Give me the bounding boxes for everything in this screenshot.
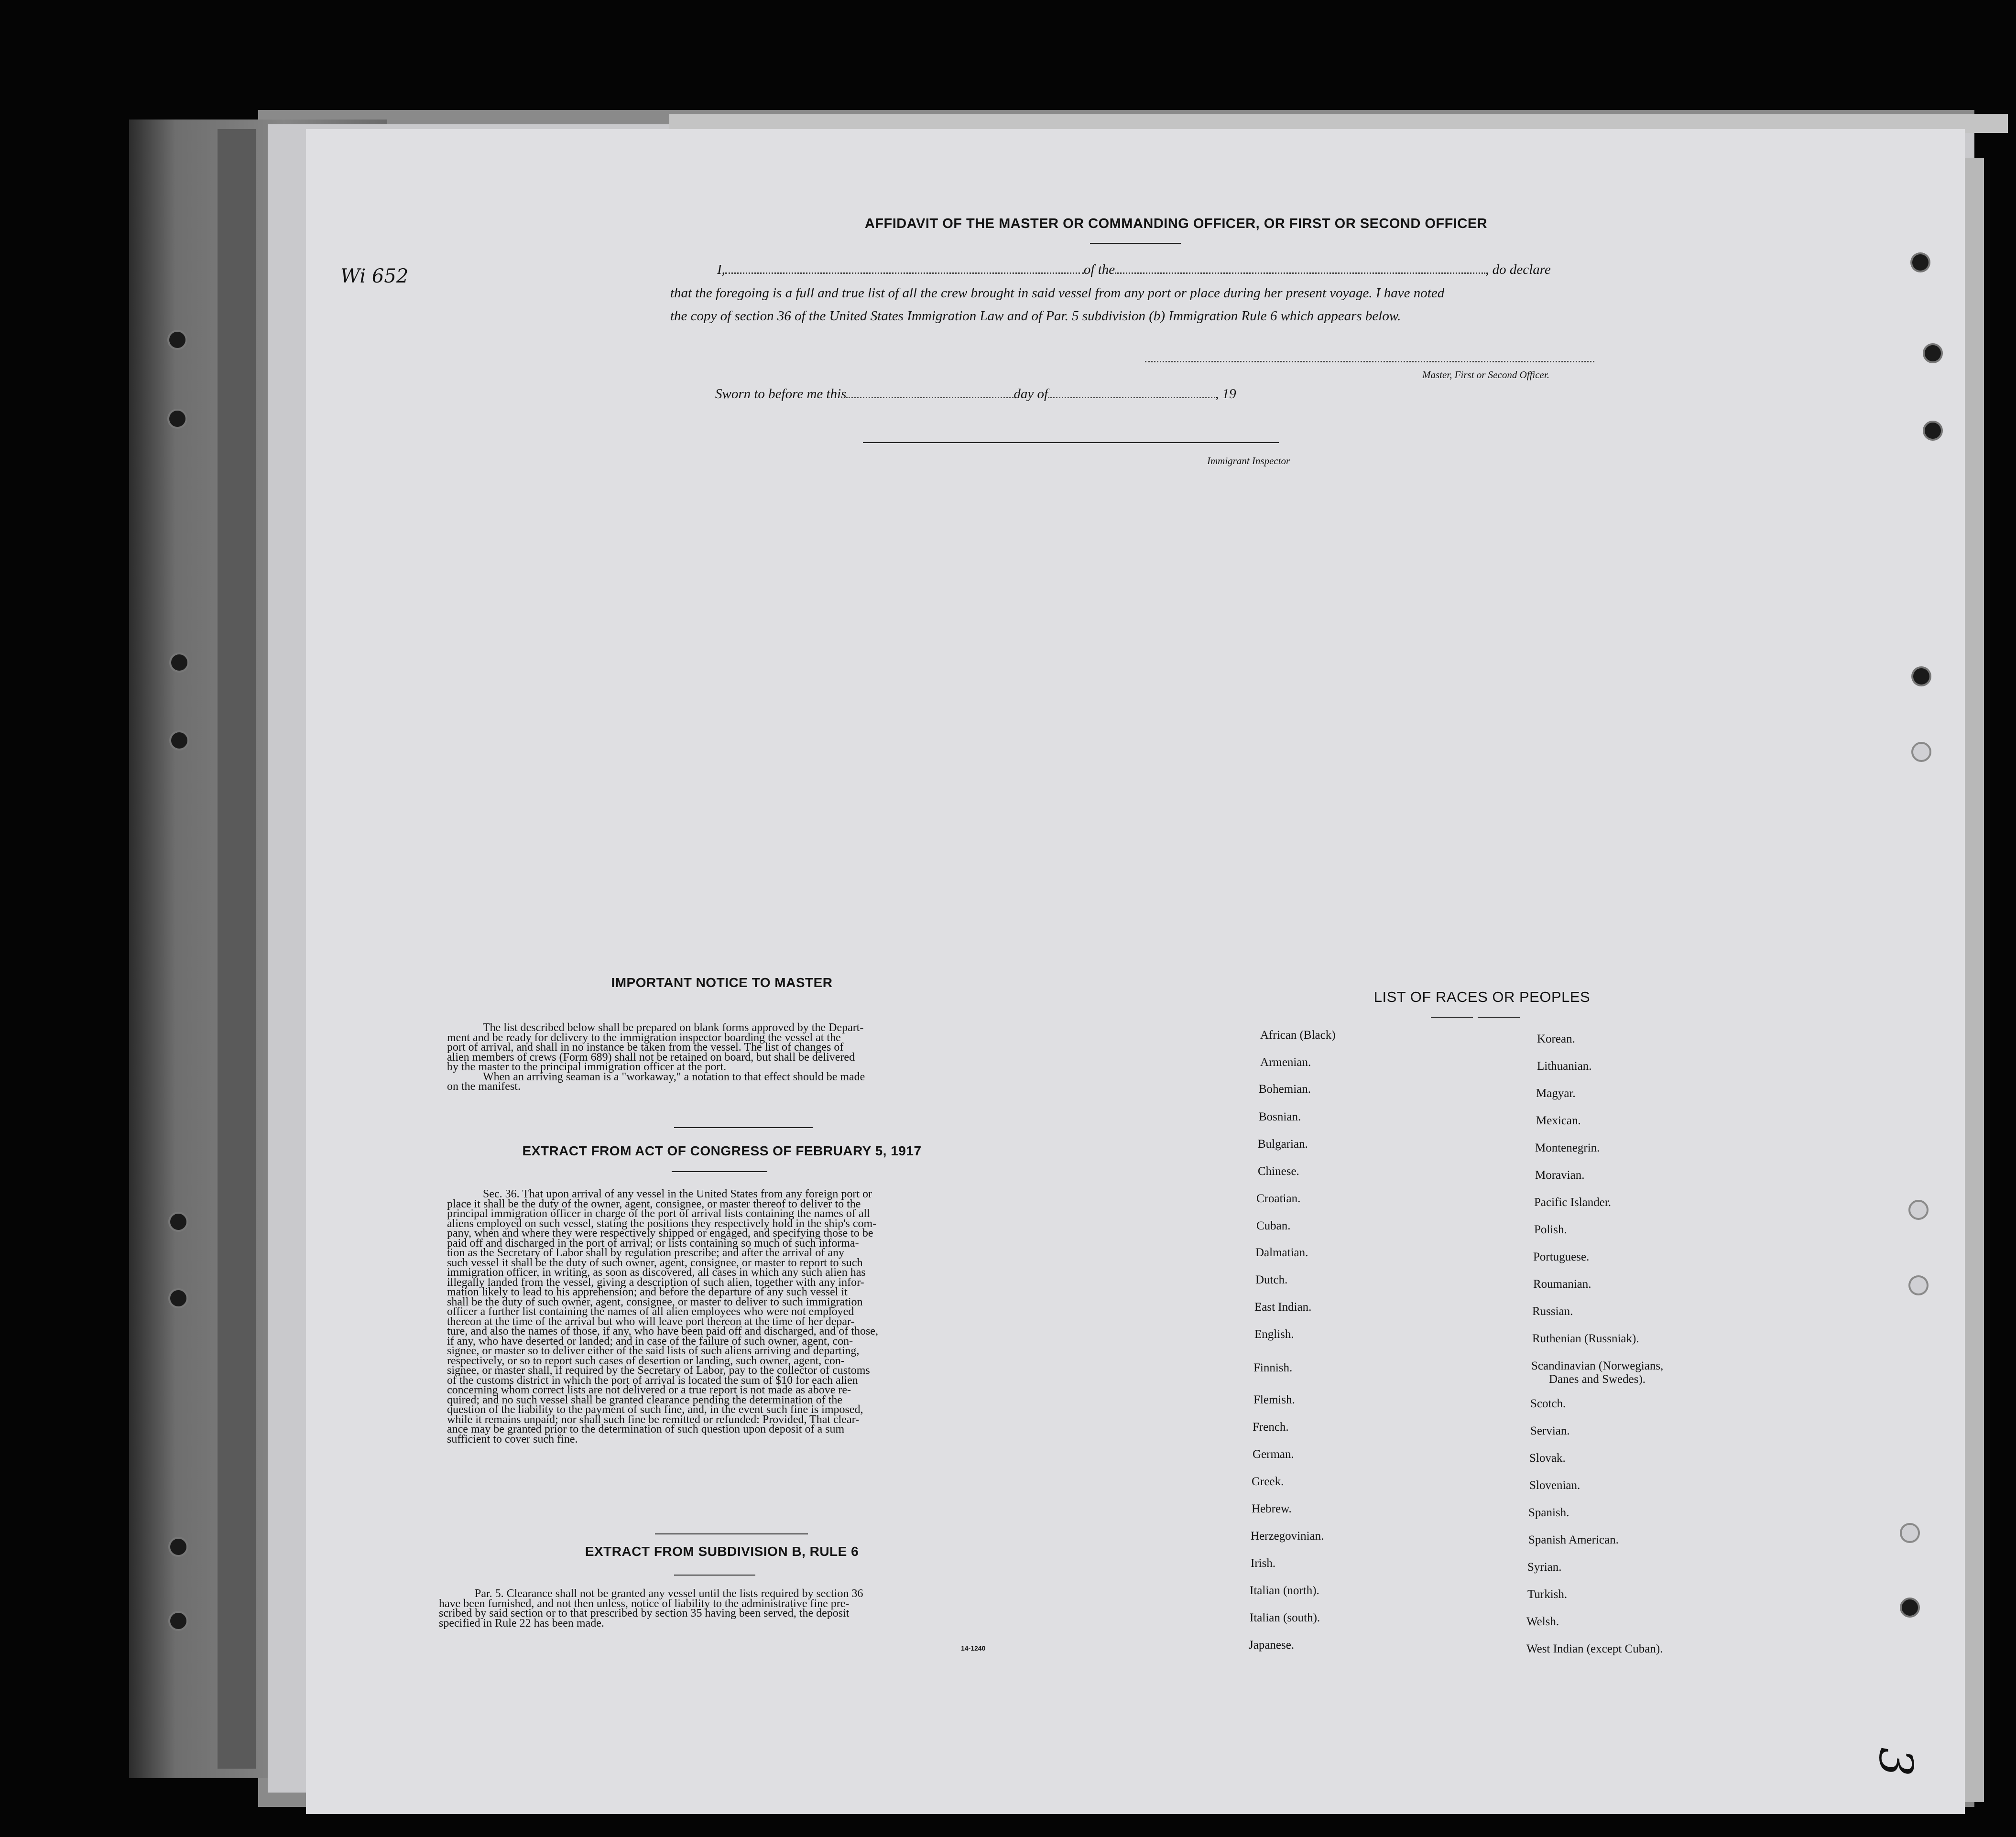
race-right: Roumanian. [1533,1278,1591,1291]
binder-hole-icon [168,1611,188,1631]
race-right: Danes and Swedes). [1549,1373,1646,1386]
act-line: such vessel it shall be the duty of such owner, agent, consignee, or master to report to such [447,1256,863,1269]
notice-line: When an arriving seaman is a "workaway," a notation to that effect should be made [483,1070,865,1083]
act-line: mation likely to lead to his apprehension; and before the departure of any such vessel it [447,1286,848,1298]
document-page [306,129,1965,1814]
act-line: sufficient to cover such fine. [447,1433,578,1446]
rule-line: scribed by said section or to that prescribed by section 35 having been served, the deposit [439,1607,850,1620]
act-title: EXTRACT FROM ACT OF CONGRESS OF FEBRUARY 5, 1917 [522,1143,922,1158]
race-left: Greek. [1252,1475,1284,1488]
signature-label: Master, First or Second Officer. [1422,369,1549,380]
race-right: Russian. [1532,1305,1573,1318]
race-left: Bulgarian. [1258,1138,1308,1151]
rule-line: have been furnished, and not then unless, notice of liability to the administrative fine pre- [439,1597,850,1610]
notice-rule [674,1127,813,1128]
act-line: ance may be granted prior to the determination of such question upon deposit of a sum [447,1423,845,1435]
race-right: Slovak. [1529,1452,1566,1465]
race-left: Irish. [1251,1557,1276,1570]
punch-hole-icon [1900,1598,1920,1618]
race-right: Welsh. [1526,1615,1559,1628]
act-line: principal immigration officer in charge of the port of arrival lists containing the names of all [447,1207,870,1220]
rule-line: Par. 5. Clearance shall not be granted any vessel until the lists required by section 36 [475,1587,863,1600]
punch-hole-icon [1911,666,1931,686]
race-left: Cuban. [1256,1219,1291,1232]
act-line: tion as the Secretary of Labor shall by regulation prescribe; and after the arrival of any [447,1247,844,1259]
act-line: signee, or master shall, if required by the Secretary of Labor, pay to the collector of customs [447,1364,870,1377]
act-rule [672,1171,767,1172]
binder-hole-icon [167,409,187,429]
race-left: Japanese. [1249,1639,1295,1652]
binder-hole-icon [168,1288,188,1308]
rule-title: EXTRACT FROM SUBDIVISION B, RULE 6 [585,1544,859,1559]
notice-line: alien members of crews (Form 689) shall not be retained on board, but shall be delivered [447,1051,855,1064]
race-left: Flemish. [1253,1393,1295,1406]
act-line: respectively, or so to report such cases of desertion or landing, such owner, agent, con- [447,1354,845,1367]
sworn-day-blank[interactable] [846,397,1013,398]
act-line: concerning whom correct lists are not delivered or a true report is not made as above re- [447,1384,851,1396]
race-right: Magyar. [1536,1087,1576,1100]
binder-hole-icon [169,652,189,673]
rule-text [439,1589,996,1628]
race-right: Slovenian. [1529,1479,1580,1492]
races-title: LIST OF RACES OR PEOPLES [1373,989,1591,1005]
sworn-label: Sworn to before me this [715,386,847,402]
race-right: Mexican. [1536,1114,1581,1127]
race-left: French. [1253,1421,1289,1434]
act-line: if any, who have deserted or landed; and in case of the failure of such owner, agent, con- [447,1335,853,1348]
day-of-label: day of [1013,386,1048,402]
rule-line: specified in Rule 22 has been made. [439,1617,604,1630]
binder-edge [218,129,256,1769]
punch-hole-icon [1923,421,1943,441]
race-right: Portuguese. [1533,1250,1590,1263]
binder-hole-icon [167,330,187,350]
race-left: Croatian. [1256,1192,1301,1205]
races-rule [1431,1017,1473,1018]
name-blank[interactable] [725,272,1084,274]
race-left: Chinese. [1258,1165,1299,1178]
act-line: immigration officer, in writing, as soon as discovered, all cases in which any such alien has [447,1266,866,1279]
sheet-edge [1965,158,1984,1802]
race-right: Syrian. [1527,1561,1562,1574]
corner-mark: 3 [1869,1747,1923,1777]
notice-title: IMPORTANT NOTICE TO MASTER [611,975,833,990]
binder-hole-icon [168,1212,188,1232]
race-right: Montenegrin. [1535,1141,1600,1154]
race-right: Ruthenian (Russniak). [1532,1332,1639,1345]
affidavit-line1 [717,262,1551,278]
notice-para1 [447,1023,997,1092]
race-left: Finnish. [1253,1361,1293,1374]
race-right: Spanish American. [1528,1533,1619,1546]
act-text [447,1189,997,1444]
act-line: thereon at the time of the arrival but who will leave port thereon at the time of her depar- [447,1315,855,1328]
form-number: 14-1240 [961,1644,986,1652]
race-left: Italian (south). [1250,1611,1320,1624]
race-right: Spanish. [1528,1506,1569,1519]
act-line: Sec. 36. That upon arrival of any vessel in the United States from any foreign port or [483,1188,872,1200]
race-right: Scandinavian (Norwegians, [1531,1359,1664,1372]
race-right: Scotch. [1530,1397,1566,1410]
races-rule [1478,1017,1520,1018]
notice-line: The list described below shall be prepared on blank forms approved by the Depart- [483,1022,864,1034]
affidavit-declare: , do declare [1485,262,1551,277]
act-line: of the customs district in which the port of arrival is located the sum of $10 for each alien [447,1374,858,1387]
inspector-label: Immigrant Inspector [1207,455,1290,467]
sworn-line [715,386,1236,402]
race-left: Bohemian. [1259,1083,1311,1096]
punch-hole-icon [1908,1200,1929,1220]
title-rule [1090,243,1181,244]
vessel-blank[interactable] [1115,272,1485,274]
act-line: while it remains unpaid; nor shall such fine be remitted or refunded: Provided, That clear- [447,1413,860,1426]
affidavit-line3: the copy of section 36 of the United States Immigration Law and of Par. 5 subdivision (b) Immigration Rule 6 which appears below. [670,308,1401,324]
race-left: English. [1254,1328,1294,1341]
binder-hole-icon [169,730,189,750]
act-line: shall be the duty of such owner, agent, consignee, or master to deliver to such immigration [447,1295,863,1308]
race-right: Lithuanian. [1537,1060,1592,1073]
act-line: signee, or master so to deliver either of the said lists of such aliens arriving and departing, [447,1345,860,1357]
notice-line: on the manifest. [447,1080,521,1093]
punch-hole-icon [1900,1523,1920,1543]
race-right: Korean. [1537,1033,1575,1045]
punch-hole-icon [1908,1275,1929,1295]
inspector-signature-line[interactable] [863,442,1279,443]
sworn-month-blank[interactable] [1048,397,1215,398]
race-right: Turkish. [1527,1588,1568,1601]
affidavit-title: AFFIDAVIT OF THE MASTER OR COMMANDING OFFICER, OR FIRST OR SECOND OFFICER [864,216,1488,231]
race-left: Bosnian. [1259,1110,1301,1123]
punch-hole-icon [1910,252,1930,272]
affidavit-of-the: of the [1083,262,1115,277]
race-right: Pacific Islander. [1534,1196,1612,1209]
race-left: African (Black) [1260,1029,1336,1042]
act-end-rule [655,1533,808,1534]
race-left: Armenian. [1260,1056,1311,1069]
signature-line[interactable] [1145,361,1594,362]
act-line: aliens employed on such vessel, stating the positions they respectively hold in the ship's com- [447,1217,877,1230]
race-right: Polish. [1534,1223,1567,1236]
race-left: Hebrew. [1252,1502,1292,1515]
rule-rule [674,1575,755,1576]
notice-line: port of arrival, and shall in no instance be taken from the vessel. The list of changes of [447,1041,844,1054]
affidavit-line2: that the foregoing is a full and true list of all the crew brought in said vessel from any port or place during her present voyage. I have noted [670,285,1445,301]
year-label: , 19 [1215,386,1236,402]
act-line: illegally landed from the vessel, giving a description of such alien, together with any infor- [447,1276,864,1289]
act-line: pany, when and where they were respectively shipped or engaged, and specifying those to be [447,1227,873,1239]
act-line: quired; and no such vessel shall be granted clearance pending the determination of the [447,1393,843,1406]
notice-line: by the master to the principal immigration officer at the port. [447,1061,727,1073]
race-left: Italian (north). [1250,1584,1319,1597]
act-line: paid off and discharged in the port of arrival; or lists containing so much of such informa- [447,1237,859,1250]
race-left: German. [1253,1448,1294,1461]
affidavit-i: I, [717,262,725,277]
act-line: question of the liability to the payment of such fine, and, in the event such fine is imposed, [447,1403,863,1416]
race-left: Dutch. [1255,1273,1288,1286]
race-right: West Indian (except Cuban). [1526,1642,1663,1655]
act-line: officer a further list containing the names of all alien employees who were not employed [447,1305,854,1318]
race-right: Moravian. [1535,1169,1585,1182]
notice-line: ment and be ready for delivery to the immigration inspector boarding the vessel at the [447,1031,841,1044]
punch-hole-icon [1923,343,1943,363]
race-left: Herzegovinian. [1251,1530,1324,1543]
race-left: East Indian. [1254,1301,1312,1314]
race-right: Servian. [1530,1424,1570,1437]
act-line: ture, and also the names of those, if any, who have been paid off and discharged, and of those, [447,1325,878,1337]
binder-hole-icon [168,1537,188,1557]
margin-mark: Wi 652 [340,265,409,287]
punch-hole-icon [1911,742,1931,762]
race-left: Dalmatian. [1255,1246,1308,1259]
act-line: place it shall be the duty of the owner, agent, consignee, or master thereof to deliver to the [447,1197,861,1210]
